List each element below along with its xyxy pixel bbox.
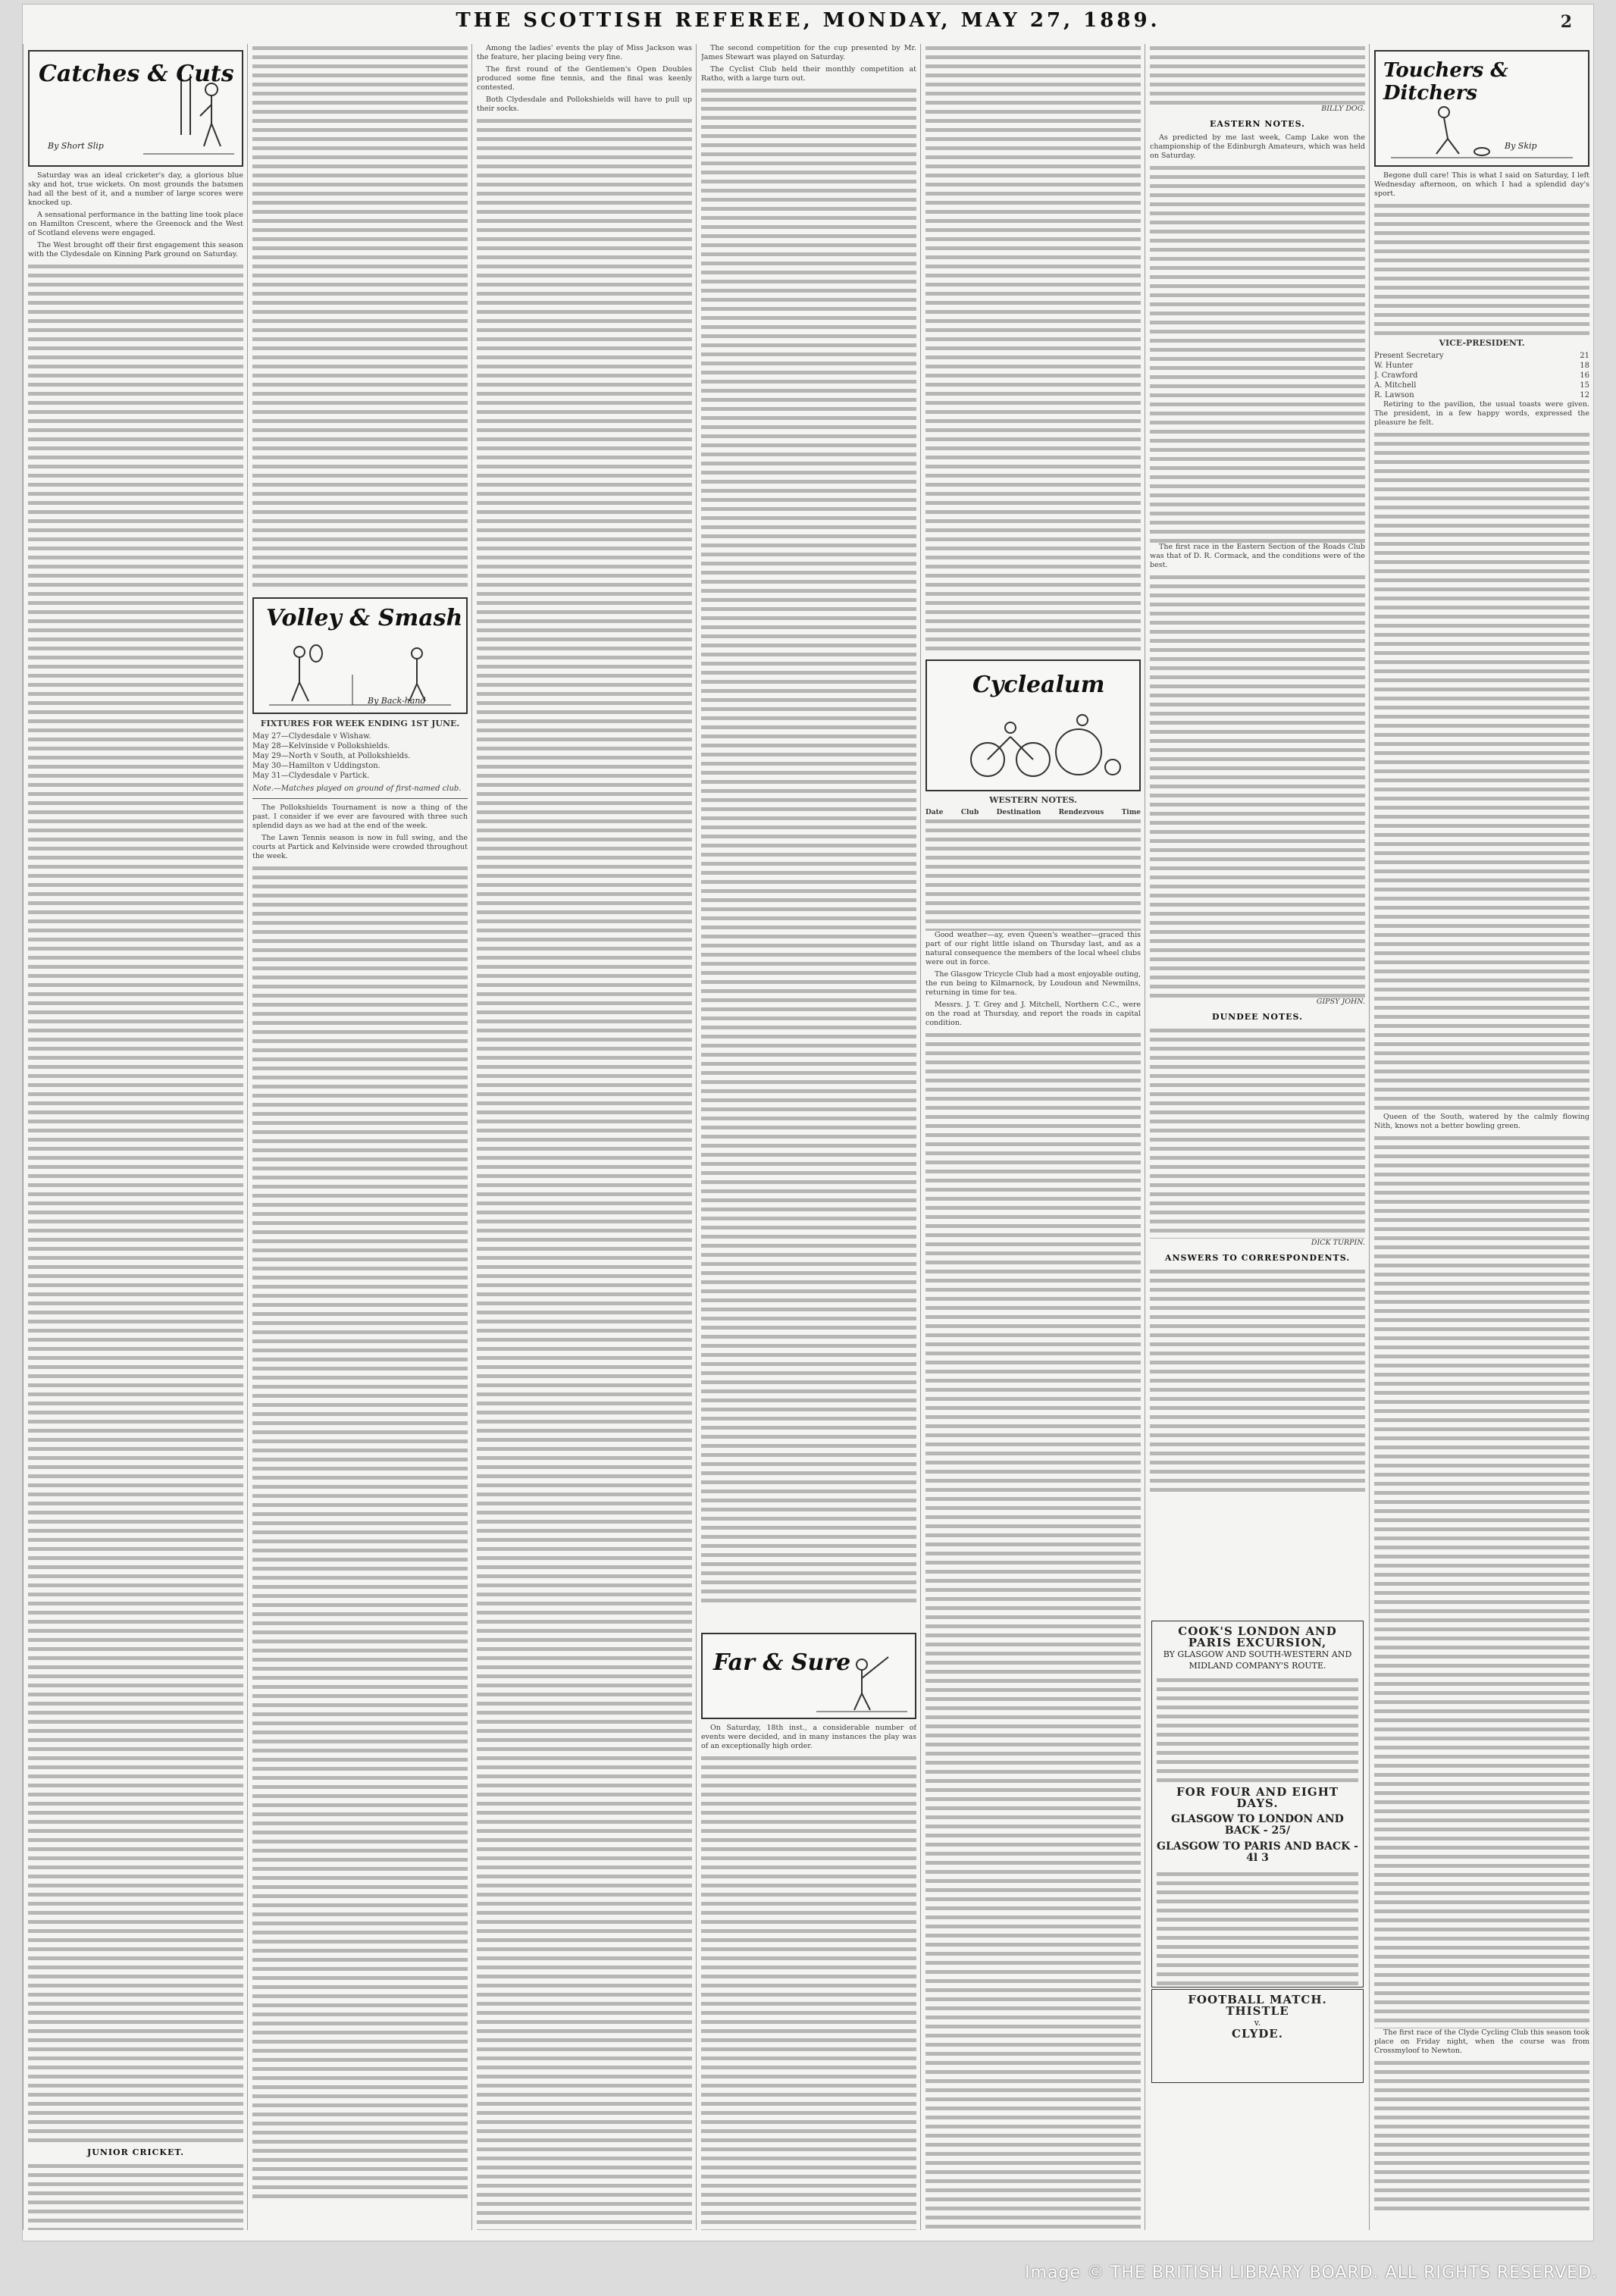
ad-body-text [1157,1870,1358,1991]
eastern-notes-heading: EASTERN NOTES. [1209,119,1306,129]
column-body-text [701,1754,916,2230]
column-body-text [28,2162,243,2230]
ad-route: BY GLASGOW AND SOUTH-WESTERN AND MIDLAND COMPANY'S ROUTE. [1163,1649,1352,1671]
notice-team-1: THISTLE [1226,2004,1289,2018]
column-body-text [1374,202,1589,338]
fixture-row: May 28—Kelvinside v Pollokshields. [252,742,390,750]
player-name: A. Mitchell [1374,381,1417,390]
player-score: 16 [1580,371,1589,380]
column-4-top-text [701,44,916,1621]
paragraph: The first race in the Eastern Section of the Roads Club was that of D. R. Cormack, and the conditions were of the best. [1150,543,1365,569]
scores-table [1374,338,1589,400]
paragraph: A sensational performance in the batting line took place on Hamilton Crescent, where the Greenock and the West of Scotland elevens were engaged. [28,211,243,237]
player-name: J. Crawford [1374,371,1418,380]
column-5-top-text [925,44,1141,650]
far-sure-title: Far & Sure [713,1649,851,1676]
column-1-text [28,171,243,2230]
column-body-text [1150,164,1365,543]
column-body-text [925,1031,1141,2230]
paragraph: Good weather—ay, even Queen's weather—graced this part of our right little island on Thursday last, and as a natural consequence the members of the local wheel clubs were out in force. [925,931,1141,966]
club-runs-table-header [925,808,1141,817]
column-body-text [925,44,1141,650]
catches-cuts-title: Catches & Cuts [39,61,234,87]
football-match-notice [1151,1989,1364,2083]
volley-smash-illustration [252,597,468,714]
table-row [1374,361,1589,371]
table-head-rendezvous: Rendezvous [1058,809,1104,816]
column-1 [23,44,248,2230]
notice-versus: v. [1254,2018,1261,2028]
catches-cuts-byline: By Short Slip [48,141,104,151]
player-name: W. Hunter [1374,362,1414,370]
player-score: 21 [1580,352,1589,360]
player-score: 15 [1580,381,1589,390]
column-body-text [1150,1267,1365,1495]
divider [252,798,468,799]
paragraph: On Saturday, 18th inst., a considerable number of events were decided, and in many instances the play was of an exceptionally high order. [701,1724,916,1750]
column-body-text [28,262,243,2142]
touchers-ditchers-title: Touchers & Ditchers [1383,59,1508,105]
ad-paris-fare: GLASGOW TO PARIS AND BACK - 4l 3 [1157,1840,1358,1864]
column-5-text [925,796,1141,2230]
page-number: 2 [1560,12,1572,32]
ad-headline: COOK'S LONDON AND PARIS EXCURSION, [1178,1624,1337,1649]
scores-table-title: VICE-PRESIDENT. [1439,338,1525,348]
junior-cricket-heading: JUNIOR CRICKET. [87,2147,184,2157]
paragraph: The West brought off their first engagement this season with the Clydesdale on Kinning Park ground on Saturday. [28,241,243,258]
column-7 [1369,44,1594,2230]
fixtures-title: FIXTURES FOR WEEK ENDING 1ST JUNE. [260,719,460,728]
table-row [1374,351,1589,361]
column-2 [247,44,472,2230]
paragraph: The Lawn Tennis season is now in full swing, and the courts at Partick and Kelvinside were crowded throughout the week. [252,834,468,860]
paragraph: The first round of the Gentlemen's Open Doubles produced some fine tennis, and the final was keenly contested. [477,65,692,92]
column-body-text [1374,1134,1589,2028]
signature: DICK TURPIN. [1311,1239,1365,1247]
table-head-date: Date [925,809,944,816]
volley-smash-byline: By Back-hand [368,696,426,706]
column-body-text [1150,44,1365,105]
column-body-text [701,86,916,1602]
column-3-text [477,44,692,2230]
masthead-title: THE SCOTTISH REFEREE, MONDAY, MAY 27, 1889. [456,9,1160,32]
ad-body-text [1157,1676,1358,1782]
paragraph: The Pollokshields Tournament is now a thing of the past. I consider if we ever are favoured with three such splendid days as we had at the end of the week. [252,803,468,830]
paragraph: Both Clydesdale and Pollokshields will have to pull up their socks. [477,96,692,113]
far-sure-illustration [701,1633,916,1719]
fixtures-list [252,719,468,794]
player-score: 18 [1580,362,1589,370]
table-head-destination: Destination [996,809,1041,816]
player-name: Present Secretary [1374,352,1444,360]
fixture-row: May 31—Clydesdale v Partick. [252,772,370,780]
paragraph: Queen of the South, watered by the calmly flowing Nith, knows not a better bowling green. [1374,1113,1589,1130]
fixture-row: May 27—Clydesdale v Wishaw. [252,732,371,741]
catches-cuts-illustration [28,50,243,167]
column-6 [1145,44,1370,2230]
newspaper-page [23,5,1593,2241]
table-head-time: Time [1121,809,1141,816]
table-row [1374,371,1589,381]
signature: GIPSY JOHN. [1316,998,1365,1006]
dundee-notes-heading: DUNDEE NOTES. [1212,1012,1303,1022]
fixture-row: May 30—Hamilton v Uddingston. [252,762,381,770]
notice-team-2: CLYDE. [1232,2027,1283,2041]
notice-title: FOOTBALL MATCH. [1188,1993,1327,2006]
column-7-text [1374,171,1589,2230]
paragraph: The second competition for the cup presented by Mr. James Stewart was played on Saturday. [701,44,916,61]
paragraph: Saturday was an ideal cricketer's day, a glorious blue sky and hot, true wickets. On most grounds the batsmen had all the best of it, and a number of large scores were knocked up. [28,171,243,207]
paragraph: The Glasgow Tricycle Club had a most enjoyable outing, the run being to Kilmarnock, by Loudoun and Newmilns, returning in time for tea. [925,970,1141,997]
fixture-row: May 29—North v South, at Pollokshields. [252,752,411,760]
column-body-text [1150,1026,1365,1239]
column-body-text [252,864,468,2198]
player-name: R. Lawson [1374,391,1414,399]
fixtures-note: Note.—Matches played on ground of first-named club. [252,785,462,793]
column-6-text [1150,44,1365,1605]
answers-heading: ANSWERS TO CORRESPONDENTS. [1164,1253,1351,1263]
ad-london-fare: GLASGOW TO LONDON AND BACK - 25/ [1171,1813,1344,1837]
table-head-club: Club [960,809,979,816]
paragraph: Messrs. J. T. Grey and J. Mitchell, Northern C.C., were on the road at Thursday, and report the roads in capital condition. [925,1001,1141,1027]
paragraph: As predicted by me last week, Camp Lake won the championship of the Edinburgh Amateurs, which was held on Saturday. [1150,133,1365,160]
player-score: 12 [1580,391,1589,399]
club-runs-table [925,817,1141,931]
paragraph: Begone dull care! This is what I said on Saturday, I left Wednesday afternoon, on which I had a splendid day's sport. [1374,171,1589,198]
volley-smash-title: Volley & Smash [266,605,463,631]
column-4 [696,44,921,2230]
cycledom-title: Cyclealum [972,672,1105,698]
signature: BILLY DOG. [1321,105,1365,113]
cycledom-illustration [925,659,1141,791]
western-notes-title: WESTERN NOTES. [989,796,1077,805]
touchers-ditchers-byline: By Skip [1505,141,1537,151]
column-3 [471,44,697,2230]
paragraph: Among the ladies' events the play of Miss Jackson was the feature, her placing being very fine. [477,44,692,61]
column-body-text [477,117,692,2230]
column-4-bottom-text [701,1724,916,2230]
column-2-text [252,719,468,2230]
paragraph: The Cyclist Club held their monthly competition at Ratho, with a large turn out. [701,65,916,83]
column-2-top-text [252,44,468,590]
image-credit: Image © THE BRITISH LIBRARY BOARD. ALL RIGHTS RESERVED. [1025,2263,1598,2282]
paragraph: Retiring to the pavilion, the usual toasts were given. The president, in a few happy words, expressed the pleasure he felt. [1374,400,1589,427]
paragraph: The first race of the Clyde Cycling Club this season took place on Friday night, when the course was from Crossmyloof to Newton. [1374,2028,1589,2055]
golfer-drawing-icon [703,1634,915,1718]
table-row [1374,390,1589,400]
column-body-text [252,44,468,590]
touchers-ditchers-illustration [1374,50,1589,167]
column-5 [920,44,1145,2230]
column-body-text [1150,573,1365,998]
column-body-text [1374,2059,1589,2210]
column-body-text [1374,431,1589,1113]
table-row [1374,381,1589,390]
cooks-excursion-advertisement [1151,1621,1364,1987]
ad-duration: FOR FOUR AND EIGHT DAYS. [1176,1785,1339,1810]
